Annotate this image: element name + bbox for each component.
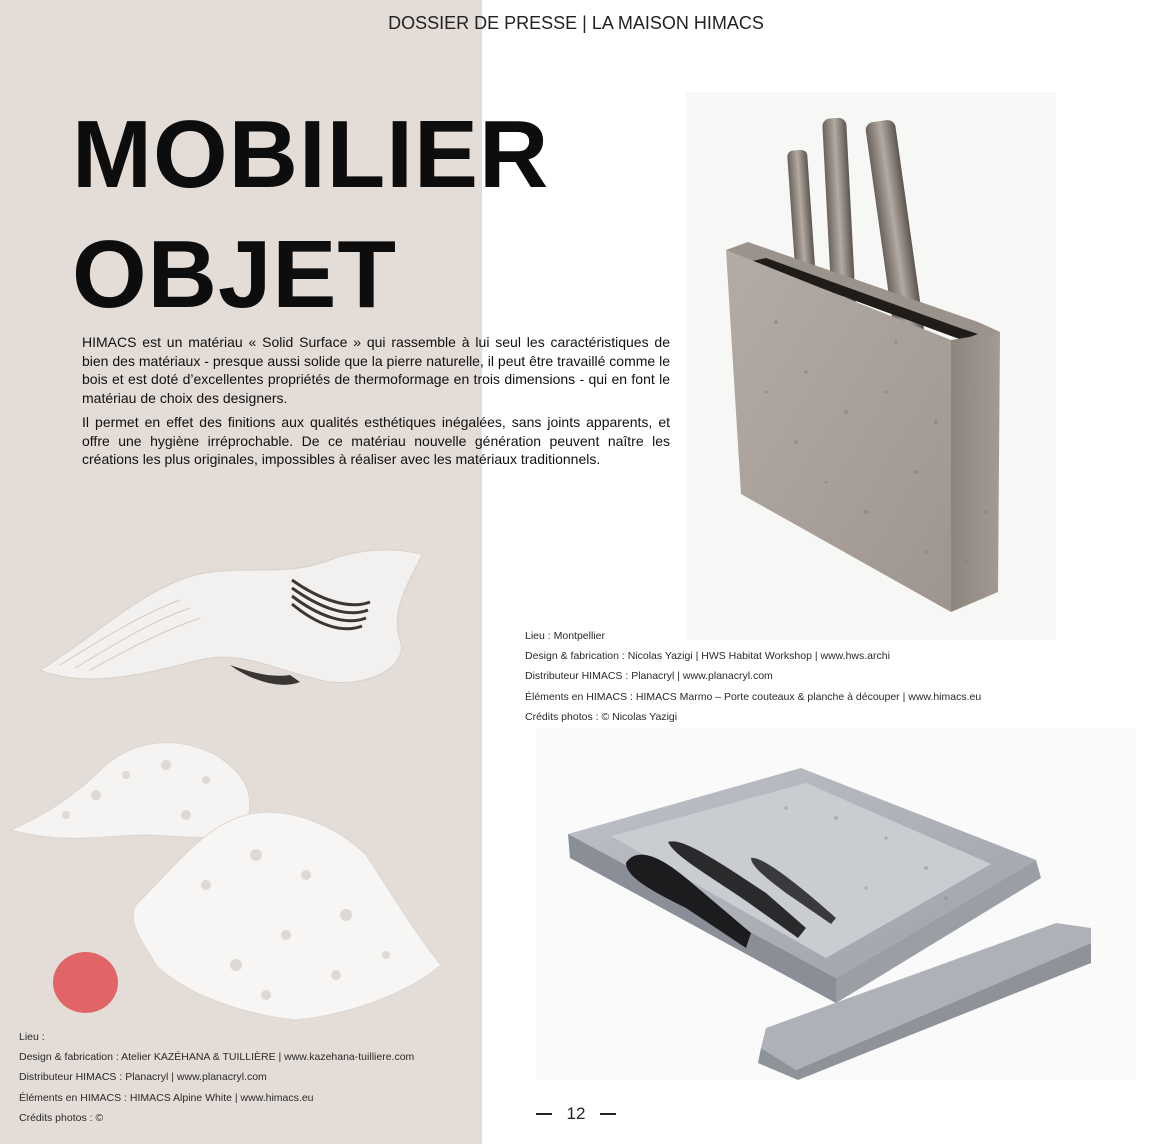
page-number <box>536 1104 616 1124</box>
wave-sculpture-photo <box>30 540 430 700</box>
cutting-board-photo <box>536 728 1136 1080</box>
credit-design: Design & fabrication : Atelier KAZÉHANA & TUILLIÈRE | www.kazehana-tuilliere.com <box>19 1051 415 1064</box>
page-title-line-1: MOBILIER <box>72 101 550 208</box>
credit-elements: Éléments en HIMACS : HIMACS Alpine White | www.himacs.eu <box>19 1091 314 1104</box>
credit-design: Design & fabrication : Nicolas Yazigi | HWS Habitat Workshop | www.hws.archi <box>525 650 890 663</box>
dash-right <box>600 1113 616 1115</box>
credits-left <box>19 1027 414 1128</box>
credit-photos: Crédits photos : © Nicolas Yazigi <box>525 710 678 723</box>
credit-distributeur: Distributeur HIMACS : Planacryl | www.planacryl.com <box>525 670 773 683</box>
credit-lieu: Lieu : <box>19 1031 45 1043</box>
credit-elements: Éléments en HIMACS : HIMACS Marmo – Porte couteaux & planche à découper | www.himacs.eu <box>525 690 982 703</box>
credits-right <box>525 626 981 727</box>
page-number-text: 12 <box>566 1104 586 1123</box>
credit-photos: Crédits photos : © <box>19 1111 104 1124</box>
accent-dot <box>53 952 118 1013</box>
page-title-line-2: OBJET <box>72 221 398 328</box>
intro-text <box>82 333 670 475</box>
credit-lieu: Lieu : Montpellier <box>525 630 605 642</box>
intro-paragraph-2: Il permet en effet des finitions aux qualités esthétiques inégalées, sans joints apparents, et offre une hygiène irréprochable. De ce matériau nouvelle génération peuvent naître les créations les plus originales, impossibles à réaliser avec les matériaux traditionnels. <box>82 414 670 467</box>
knife-block-photo <box>686 92 1056 640</box>
credit-distributeur: Distributeur HIMACS : Planacryl | www.planacryl.com <box>19 1071 267 1084</box>
intro-paragraph-1: HIMACS est un matériau « Solid Surface » qui rassemble à lui seul les caractéristiques de bien des matériaux - presque aussi solide que la pierre naturelle, il peut être travaillé comme le bois et est doté d’excellentes propriétés de thermoformage en trois dimensions - qui en font le matériau de choix des designers. <box>82 334 670 406</box>
page-header: DOSSIER DE PRESSE | LA MAISON HIMACS <box>388 13 764 33</box>
dash-left <box>536 1113 552 1115</box>
